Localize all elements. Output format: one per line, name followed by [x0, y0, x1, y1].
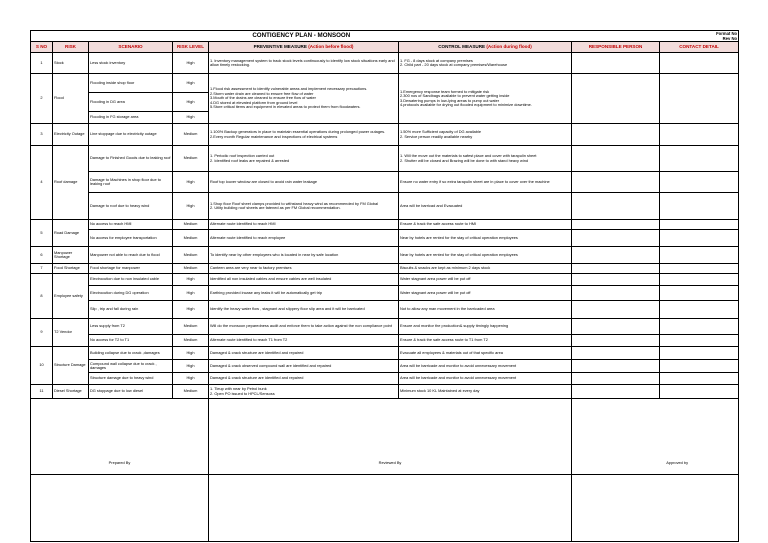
cell-responsible — [572, 124, 660, 146]
cell-scenario: DG stoppage due to low diesel — [89, 385, 173, 399]
table-row — [31, 124, 739, 146]
cell-control: Water stagnant area power will be put off — [399, 286, 572, 301]
header-control — [399, 42, 572, 53]
blank-cell — [31, 475, 209, 542]
cell-control: Water stagnant area power will be put off — [399, 274, 572, 286]
cell-level: High — [173, 360, 209, 373]
table-row — [31, 146, 739, 172]
cell-scenario: Flooding inside shop floor — [89, 74, 173, 93]
cell-responsible — [572, 172, 660, 193]
cell-contact — [660, 74, 739, 124]
cell-scenario: No access to reach HMI — [89, 220, 173, 230]
table-row — [31, 274, 739, 286]
cell-preventive: Will do the monsoon peparedness audit and enforce them to take action against the non compliance point — [209, 319, 399, 335]
cell-level: High — [173, 172, 209, 193]
cell-contact — [660, 264, 739, 274]
approved-by: Approved by — [572, 399, 739, 475]
cell-sno: 11 — [31, 385, 53, 399]
cell-scenario: Slip , trip and fall during rain — [89, 301, 173, 319]
header-responsible: RESPONSIBLE PERSON — [572, 42, 660, 53]
cell-risk: Food Shortage — [53, 264, 89, 274]
cell-risk: Electricity Outage — [53, 124, 89, 146]
cell-sno: 7 — [31, 264, 53, 274]
cell-responsible — [572, 193, 660, 220]
header-sno: S NO — [31, 42, 53, 53]
cell-preventive: Canteen area are very near to factory premises — [209, 264, 399, 274]
cell-contact — [660, 373, 739, 385]
cell-control: 1. FG - 8 days stock at company premises 2. Child part - 20 days stock at company premises/Warehouse — [399, 53, 572, 74]
cell-contact — [660, 247, 739, 264]
cell-control: Area will be barricade and monitor to avoid unnecessary movement — [399, 360, 572, 373]
cell-control: 1.50% more Sufficient capacity of DG available 2. Service person readily available nearby — [399, 124, 572, 146]
cell-risk: Structure Damage — [53, 347, 89, 385]
cell-preventive: 1.Shop floor Roof sheet clamps provided to withstand heavy wind as recommended by FM Global 2. Utlity building roof sheets are fatened as per FM Global recommendation. — [209, 193, 399, 220]
cell-control: Ensure & track the safe access route to HMI — [399, 220, 572, 230]
reviewed-by: Reviewed By — [209, 399, 572, 475]
cell-control: Evacuate all employees & materials out of that specific area — [399, 347, 572, 360]
cell-preventive: 1. Periodic roof inspection carried out 2. Identified roof leaks are repaired & arrested — [209, 146, 399, 172]
cell-control: Ensure & track the safe access route to T1 from T2 — [399, 335, 572, 347]
cell-preventive: Roof top louver window are closed to avoid rain water leakage — [209, 172, 399, 193]
cell-scenario: Less stock inventory — [89, 53, 173, 74]
header-control-label: CONTROL MEASURE — [438, 43, 486, 49]
cell-preventive: Alternate route identified to reach T1 from T2 — [209, 335, 399, 347]
cell-level: Medium — [173, 230, 209, 247]
cell-contact — [660, 274, 739, 286]
cell-control: 1.Emergency response team formed to mitigate risk 2.300 nos of Sandbags available to prevent water getting inside 3.Dewatering pumps in low-lying areas to pump out water 4.protocols available for drying out flooded equipment to minimize downtime. — [399, 74, 572, 124]
cell-contact — [660, 53, 739, 74]
cell-level: High — [173, 373, 209, 385]
cell-preventive: Damaged & crack structure are identified and repaired — [209, 373, 399, 385]
cell-preventive: Identified all non insulated cables and ensure cables are well insulated — [209, 274, 399, 286]
cell-contact — [660, 124, 739, 146]
cell-contact — [660, 172, 739, 193]
cell-sno: 9 — [31, 319, 53, 347]
blank-cell — [209, 475, 572, 542]
cell-preventive: 1. Tieup with near by Petrol bunk 2. Open PO issued to HPCL/Sensoss — [209, 385, 399, 399]
cell-responsible — [572, 347, 660, 360]
header-risk: RISK — [53, 42, 89, 53]
blank-cell — [572, 475, 739, 542]
cell-level: High — [173, 74, 209, 93]
cell-preventive: Damaged & crack observed compound wall are identified and repaired — [209, 360, 399, 373]
contingency-plan-sheet — [30, 30, 738, 542]
sheet-title: CONTIGENCY PLAN - MONSOON — [31, 31, 572, 42]
cell-sno: 6 — [31, 247, 53, 264]
table-row — [31, 193, 739, 220]
cell-responsible — [572, 146, 660, 172]
format-no: Format No — [716, 31, 738, 36]
cell-level: Medium — [173, 146, 209, 172]
cell-scenario: Less supply from T2 — [89, 319, 173, 335]
cell-sno: 3 — [31, 124, 53, 146]
table-row — [31, 53, 739, 74]
table-row — [31, 172, 739, 193]
cell-level: Medium — [173, 264, 209, 274]
table-row — [31, 347, 739, 360]
table-row — [31, 264, 739, 274]
cell-responsible — [572, 360, 660, 373]
signature-row — [31, 399, 739, 475]
cell-risk: Flood — [53, 74, 89, 124]
table-row — [31, 301, 739, 319]
cell-level: High — [173, 93, 209, 112]
cell-control: 1. Will the move out the materials to safest place and cover with tarapulin sheet 2. Shutter will be closed and Brazing will be done to with stand heavy wind — [399, 146, 572, 172]
cell-sno: 2 — [31, 74, 53, 124]
cell-scenario: Compound wall collapse due to crack , damages — [89, 360, 173, 373]
cell-contact — [660, 335, 739, 347]
cell-control: Near by hotels are rented for the stay of critical operation employees — [399, 247, 572, 264]
cell-level: High — [173, 193, 209, 220]
cell-scenario: Building collapse due to crack ,damages — [89, 347, 173, 360]
cell-control: Biscuits & snacks are kept as minimum 2 days stock — [399, 264, 572, 274]
cell-level: Medium — [173, 220, 209, 230]
cell-control: Ensure and monitor the production& supply timingly happening — [399, 319, 572, 335]
cell-contact — [660, 319, 739, 335]
cell-scenario: Damage to Finished Goods due to leaking roof — [89, 146, 173, 172]
cell-control: Area will be barricade and monitor to avoid unnecessary movement — [399, 373, 572, 385]
cell-preventive: 1. Inventory management system to track stock levels continuously to identify low stock situations early and allow timely restocking. — [209, 53, 399, 74]
cell-level: High — [173, 286, 209, 301]
cell-control: Area will be barricad and Evacuated — [399, 193, 572, 220]
cell-risk: Roof damage — [53, 146, 89, 220]
header-scenario: SCENARIO — [89, 42, 173, 53]
cell-control: Near by hotels are rented for the stay of critical operation employees — [399, 230, 572, 247]
cell-sno: 1 — [31, 53, 53, 74]
cell-responsible — [572, 319, 660, 335]
cell-level: High — [173, 347, 209, 360]
cell-control: Not to allow any man movement in the barricaded area — [399, 301, 572, 319]
cell-sno: 5 — [31, 220, 53, 247]
cell-level: Medium — [173, 335, 209, 347]
cell-risk: Employee safety — [53, 274, 89, 319]
cell-preventive: Damaged & crack structure are identified and repaired — [209, 347, 399, 360]
table-row — [31, 230, 739, 247]
cell-level: High — [173, 301, 209, 319]
cell-scenario: Food shortage for manpower — [89, 264, 173, 274]
cell-responsible — [572, 53, 660, 74]
cell-sno: 8 — [31, 274, 53, 319]
cell-scenario: No access for employee transportation — [89, 230, 173, 247]
cell-level: High — [173, 53, 209, 74]
table-row — [31, 247, 739, 264]
header-control-note: (Action during flood) — [486, 43, 532, 49]
cell-preventive: Alternate route identified to reach employee — [209, 230, 399, 247]
cell-contact — [660, 286, 739, 301]
cell-responsible — [572, 286, 660, 301]
cell-preventive: To identify near by other employees who is located in near by safe location — [209, 247, 399, 264]
cell-preventive: Earthing provided incase any leaks it will be automatically get trip — [209, 286, 399, 301]
table-row — [31, 220, 739, 230]
cell-responsible — [572, 301, 660, 319]
cell-scenario: Damage to roof due to heavy wind — [89, 193, 173, 220]
header-contact: CONTACT DETAIL — [660, 42, 739, 53]
table-row — [31, 335, 739, 347]
contingency-table — [30, 30, 739, 542]
prepared-by: Prepared By — [31, 399, 209, 475]
cell-risk: Stock — [53, 53, 89, 74]
cell-risk: Diesel Shortage — [53, 385, 89, 399]
cell-responsible — [572, 74, 660, 124]
header-preventive-label: PREVENTIVE MEASURE — [253, 43, 307, 49]
cell-level: High — [173, 274, 209, 286]
cell-responsible — [572, 335, 660, 347]
cell-contact — [660, 360, 739, 373]
header-risk-level: RISK LEVEL — [173, 42, 209, 53]
cell-responsible — [572, 264, 660, 274]
cell-level: Medium — [173, 319, 209, 335]
cell-risk: T2 Vendor — [53, 319, 89, 347]
cell-contact — [660, 385, 739, 399]
table-row — [31, 385, 739, 399]
cell-preventive: Alternate route identified to reach HMI — [209, 220, 399, 230]
cell-scenario: Manpower not able to reach due to flood — [89, 247, 173, 264]
cell-scenario: Structure damage due to heavy wind — [89, 373, 173, 385]
cell-contact — [660, 193, 739, 220]
header-preventive — [209, 42, 399, 53]
cell-control: Minimum stock 10 KL Maintained at every day — [399, 385, 572, 399]
blank-row — [31, 475, 739, 542]
cell-sno: 4 — [31, 146, 53, 220]
cell-scenario: No access for T2 to T1 — [89, 335, 173, 347]
cell-contact — [660, 347, 739, 360]
cell-preventive: 1.100% Backup generators in place to maintain essential operations during prolonged power outages. 2.Every month Regular maintenance and inspections of electrical systems — [209, 124, 399, 146]
cell-scenario: Line stoppage due to electricity outage — [89, 124, 173, 146]
cell-responsible — [572, 220, 660, 230]
cell-responsible — [572, 230, 660, 247]
cell-responsible — [572, 274, 660, 286]
table-row — [31, 373, 739, 385]
cell-responsible — [572, 373, 660, 385]
cell-contact — [660, 220, 739, 230]
table-row — [31, 286, 739, 301]
cell-control: Ensure no water entry if so extra tarapulin sheet are in place to cover over the machine — [399, 172, 572, 193]
table-row — [31, 360, 739, 373]
cell-risk: Manpower Shortage — [53, 247, 89, 264]
format-info — [572, 31, 739, 42]
header-preventive-note: (Action before flood) — [308, 43, 354, 49]
cell-scenario: Electrocution due to non insulated cable — [89, 274, 173, 286]
cell-scenario: Electrocution during DG operation — [89, 286, 173, 301]
cell-responsible — [572, 247, 660, 264]
cell-contact — [660, 301, 739, 319]
cell-scenario: Damage to Machines in shop floor due to leaking roof — [89, 172, 173, 193]
cell-scenario: Flooding in DG area — [89, 93, 173, 112]
cell-responsible — [572, 385, 660, 399]
table-row — [31, 319, 739, 335]
cell-preventive: 1.Flood risk assessment to identify vulnerable areas and implement necessary precautions. 2.Storm water drain are cleaned to ensure free flow of water 3.Mouth of the drains are cleaned to ensure free flow of water 4.DG stored at elevated platform from ground level 5.Store critical items and equipment in elevated areas to protect them from floodwaters. — [209, 74, 399, 124]
cell-level: Medium — [173, 247, 209, 264]
cell-level: Medium — [173, 124, 209, 146]
cell-level: High — [173, 112, 209, 124]
cell-preventive: Identify the heavy water flow , stagnant and slippery floor slip area and it will be barricated — [209, 301, 399, 319]
cell-risk: Road Damage — [53, 220, 89, 247]
rev-no: Rev No — [722, 36, 738, 41]
cell-level: Medium — [173, 385, 209, 399]
table-row — [31, 74, 739, 93]
cell-scenario: Flooding in FG storage area — [89, 112, 173, 124]
cell-contact — [660, 146, 739, 172]
cell-sno: 10 — [31, 347, 53, 385]
cell-contact — [660, 230, 739, 247]
